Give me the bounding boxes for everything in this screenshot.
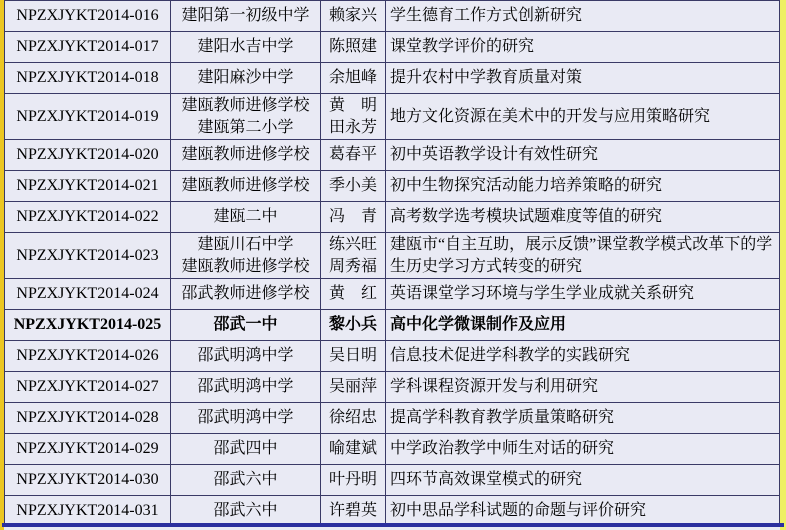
cell-leader	[321, 310, 386, 341]
cell-school	[171, 171, 321, 202]
cell-leader-text: 徐绍忠	[328, 409, 377, 427]
cell-school	[171, 202, 321, 233]
cell-project-id	[5, 63, 171, 94]
table-row	[5, 140, 780, 171]
cell-leader-text: 葛春平	[328, 146, 377, 164]
cell-project-id	[5, 94, 171, 140]
cell-project-title-text: 课堂教学评价的研究	[390, 38, 535, 56]
cell-project-id-text: NPZXJYKT2014-018	[16, 69, 159, 87]
cell-project-id-text: NPZXJYKT2014-029	[16, 440, 159, 458]
cell-project-title-text: 提升农村中学教育质量对策	[390, 69, 583, 87]
cell-leader	[321, 1, 386, 32]
table-row	[5, 94, 780, 140]
cell-leader	[321, 202, 386, 233]
table-row	[5, 202, 780, 233]
cell-school	[171, 32, 321, 63]
page-edge-left-stripe	[0, 0, 4, 530]
cell-project-title-text: 英语课堂学习环境与学生学业成就关系研究	[390, 285, 695, 303]
cell-school-text: 建阳水吉中学	[197, 38, 294, 56]
cell-leader	[321, 94, 386, 140]
projects-table-container	[4, 0, 780, 523]
cell-leader	[321, 171, 386, 202]
cell-project-id-text: NPZXJYKT2014-023	[16, 246, 159, 264]
cell-project-id	[5, 32, 171, 63]
cell-school-text: 邵武明鸿中学	[197, 347, 294, 365]
cell-school-text: 建瓯二中	[213, 208, 278, 226]
cell-project-title-text: 信息技术促进学科教学的实践研究	[390, 347, 631, 365]
cell-project-id	[5, 171, 171, 202]
table-row	[5, 63, 780, 94]
cell-school	[171, 1, 321, 32]
cell-leader-text: 练兴旺	[328, 236, 377, 254]
cell-leader-text: 吴日明	[328, 347, 377, 365]
cell-leader-text: 吴丽萍	[328, 378, 377, 396]
table-row	[5, 32, 780, 63]
cell-project-id	[5, 310, 171, 341]
cell-leader-text: 余旭峰	[328, 69, 377, 87]
projects-table	[4, 0, 780, 523]
cell-project-title	[386, 202, 780, 233]
cell-project-title	[386, 94, 780, 140]
cell-project-id	[5, 341, 171, 372]
cell-project-title-text: 提高学科教育教学质量策略研究	[390, 409, 615, 427]
cell-project-id-text: NPZXJYKT2014-020	[16, 146, 159, 164]
cell-project-id	[5, 496, 171, 524]
cell-project-title	[386, 233, 780, 279]
cell-project-id	[5, 1, 171, 32]
cell-project-id-text: NPZXJYKT2014-027	[16, 378, 159, 396]
cell-project-id-text: NPZXJYKT2014-024	[16, 285, 159, 303]
table-row	[5, 341, 780, 372]
table-bottom-border-bar	[2, 523, 784, 527]
cell-school	[171, 140, 321, 171]
cell-project-id	[5, 202, 171, 233]
cell-school-text: 建阳麻沙中学	[197, 69, 294, 87]
cell-project-title-text: 学生德育工作方式创新研究	[390, 7, 583, 25]
table-row	[5, 372, 780, 403]
cell-school	[171, 403, 321, 434]
cell-school-text: 建瓯第二小学	[197, 118, 294, 136]
cell-project-id	[5, 140, 171, 171]
cell-project-title	[386, 372, 780, 403]
cell-project-title	[386, 465, 780, 496]
cell-school	[171, 372, 321, 403]
cell-project-title-text: 中学政治教学中师生对话的研究	[390, 440, 615, 458]
cell-leader	[321, 372, 386, 403]
cell-leader	[321, 32, 386, 63]
cell-school-text: 建瓯教师进修学校	[181, 257, 310, 275]
cell-project-id-text: NPZXJYKT2014-022	[16, 208, 159, 226]
cell-project-title-text: 初中思品学科试题的命题与评价研究	[390, 502, 647, 520]
cell-project-id-text: NPZXJYKT2014-019	[16, 107, 159, 125]
cell-school	[171, 233, 321, 279]
cell-leader	[321, 63, 386, 94]
cell-project-title-text: 学科课程资源开发与利用研究	[390, 378, 599, 396]
cell-school	[171, 341, 321, 372]
cell-project-title-text: 高考数学选考模块试题难度等值的研究	[390, 208, 663, 226]
cell-school-text: 建瓯川石中学	[197, 236, 294, 254]
cell-project-title	[386, 1, 780, 32]
cell-school	[171, 310, 321, 341]
cell-leader-text: 黄 明	[328, 97, 377, 115]
table-row	[5, 434, 780, 465]
cell-school	[171, 94, 321, 140]
cell-project-id	[5, 403, 171, 434]
cell-project-id-text: NPZXJYKT2014-025	[13, 316, 162, 334]
table-row	[5, 233, 780, 279]
cell-project-title	[386, 434, 780, 465]
cell-project-title-text: 初中英语教学设计有效性研究	[390, 146, 599, 164]
cell-leader-text: 黎小兵	[328, 316, 377, 334]
cell-leader	[321, 233, 386, 279]
table-row	[5, 403, 780, 434]
cell-leader-text: 赖家兴	[328, 7, 377, 25]
cell-leader	[321, 140, 386, 171]
cell-school	[171, 279, 321, 310]
cell-leader-text: 黄 红	[328, 285, 377, 303]
table-row	[5, 310, 780, 341]
cell-project-id	[5, 372, 171, 403]
cell-leader	[321, 465, 386, 496]
cell-school-text: 建阳第一初级中学	[181, 7, 310, 25]
cell-project-id-text: NPZXJYKT2014-031	[16, 502, 159, 520]
cell-project-id-text: NPZXJYKT2014-017	[16, 38, 159, 56]
cell-school-text: 建瓯教师进修学校	[181, 146, 310, 164]
cell-project-title	[386, 403, 780, 434]
cell-school-text: 邵武六中	[213, 502, 278, 520]
cell-school	[171, 465, 321, 496]
cell-project-title-text: 建瓯市“自主互助，展示反馈”课堂教学模式改革下的学生历史学习方式转变的研究	[390, 236, 773, 275]
table-row	[5, 279, 780, 310]
cell-project-title	[386, 341, 780, 372]
cell-school-text: 邵武明鸿中学	[197, 378, 294, 396]
cell-project-title	[386, 32, 780, 63]
cell-project-id	[5, 233, 171, 279]
cell-school-text: 邵武四中	[213, 440, 278, 458]
cell-school-text: 邵武一中	[213, 316, 278, 334]
cell-leader	[321, 434, 386, 465]
cell-leader-text: 冯 青	[328, 208, 377, 226]
cell-project-id	[5, 279, 171, 310]
cell-project-title	[386, 171, 780, 202]
cell-project-id-text: NPZXJYKT2014-030	[16, 471, 159, 489]
table-row	[5, 171, 780, 202]
cell-leader-text: 许碧英	[328, 502, 377, 520]
table-body	[5, 1, 780, 524]
cell-school-text: 建瓯教师进修学校	[181, 177, 310, 195]
cell-school	[171, 63, 321, 94]
cell-leader	[321, 341, 386, 372]
cell-project-id-text: NPZXJYKT2014-028	[16, 409, 159, 427]
cell-leader	[321, 279, 386, 310]
cell-school-text: 建瓯教师进修学校	[181, 97, 310, 115]
cell-project-title	[386, 140, 780, 171]
cell-project-title-text: 四环节高效课堂模式的研究	[390, 471, 583, 489]
cell-project-id-text: NPZXJYKT2014-016	[16, 7, 159, 25]
cell-school-text: 邵武六中	[213, 471, 278, 489]
cell-leader-text: 田永芳	[328, 118, 377, 136]
cell-project-title-text: 高中化学微课制作及应用	[390, 316, 567, 334]
cell-school	[171, 434, 321, 465]
cell-project-id-text: NPZXJYKT2014-026	[16, 347, 159, 365]
cell-project-title	[386, 310, 780, 341]
cell-leader	[321, 496, 386, 524]
cell-leader-text: 周秀福	[328, 257, 377, 275]
cell-project-title	[386, 279, 780, 310]
cell-project-title	[386, 496, 780, 524]
cell-leader	[321, 403, 386, 434]
table-row	[5, 465, 780, 496]
cell-project-id-text: NPZXJYKT2014-021	[16, 177, 159, 195]
cell-school	[171, 496, 321, 524]
page-edge-right-stripe	[780, 0, 786, 530]
cell-project-id	[5, 465, 171, 496]
table-row	[5, 1, 780, 32]
cell-project-title-text: 初中生物探究活动能力培养策略的研究	[390, 177, 663, 195]
cell-leader-text: 陈照建	[328, 38, 377, 56]
cell-project-title-text: 地方文化资源在美术中的开发与应用策略研究	[390, 107, 711, 125]
cell-leader-text: 季小美	[328, 177, 377, 195]
cell-leader-text: 喻建斌	[328, 440, 377, 458]
cell-school-text: 邵武明鸿中学	[197, 409, 294, 427]
cell-project-title	[386, 63, 780, 94]
cell-leader-text: 叶丹明	[328, 471, 377, 489]
cell-school-text: 邵武教师进修学校	[181, 285, 310, 303]
cell-project-id	[5, 434, 171, 465]
table-row	[5, 496, 780, 524]
